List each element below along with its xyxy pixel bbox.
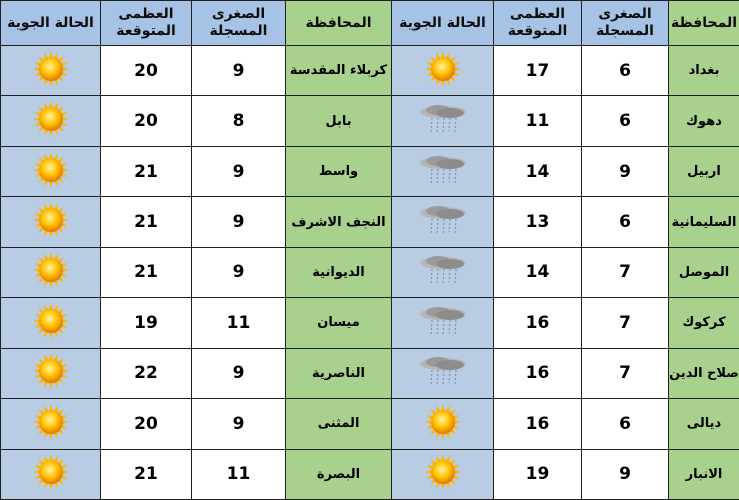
governorate-name-left: واسط [286,146,392,196]
governorate-name-left: الناصرية [286,348,392,398]
weather-cell-right [392,197,494,247]
governorate-name-right: اربيل [669,146,739,196]
max-temp-left: 19 [101,298,192,348]
max-temp-left: 20 [101,96,192,146]
governorate-name-right: ديالى [669,399,739,449]
header-governorate-right: المحافظة [669,1,739,46]
governorate-name-left: البصرة [286,449,392,500]
sun-icon [29,200,73,244]
weather-cell-right [392,348,494,398]
table-row [1,348,739,398]
max-temp-left: 21 [101,247,192,297]
sun-icon [29,49,73,93]
weather-cell-right [392,449,494,500]
max-temp-right: 16 [494,298,582,348]
governorate-name-left: كربلاء المقدسة [286,46,392,96]
min-temp-left: 11 [192,298,286,348]
table-row [1,247,739,297]
header-weather-right: الحالة الجوية [392,1,494,46]
table-row [1,146,739,196]
max-temp-right: 16 [494,399,582,449]
governorate-name-right: دهوك [669,96,739,146]
weather-cell-left [1,399,101,449]
weather-cell-right [392,399,494,449]
governorate-name-right: الانبار [669,449,739,500]
governorate-name-left: بابل [286,96,392,146]
table-row [1,46,739,96]
sun-icon [29,452,73,496]
table-row [1,449,739,500]
weather-cell-right [392,247,494,297]
weather-cell-right [392,298,494,348]
weather-cell-left [1,146,101,196]
table-row [1,197,739,247]
governorate-name-left: المثنى [286,399,392,449]
min-temp-left: 9 [192,399,286,449]
weather-cell-right [392,146,494,196]
max-temp-left: 21 [101,449,192,500]
min-temp-left: 9 [192,197,286,247]
weather-cell-right [392,96,494,146]
table-row [1,96,739,146]
header-governorate-left: المحافظة [286,1,392,46]
weather-cell-left [1,298,101,348]
governorate-name-left: النجف الاشرف [286,197,392,247]
rain-cloud-icon [418,152,468,192]
table-row [1,298,739,348]
min-temp-left: 11 [192,449,286,500]
max-temp-right: 17 [494,46,582,96]
weather-cell-left [1,247,101,297]
header-min-right: الصغرى المسجلة [582,1,669,46]
governorate-name-left: الديوانية [286,247,392,297]
max-temp-left: 21 [101,197,192,247]
rain-cloud-icon [418,252,468,292]
min-temp-right: 7 [582,348,669,398]
min-temp-right: 6 [582,197,669,247]
weather-cell-right [392,46,494,96]
sun-icon [421,402,465,446]
governorate-name-left: ميسان [286,298,392,348]
sun-icon [421,49,465,93]
sun-icon [29,301,73,345]
min-temp-right: 7 [582,298,669,348]
header-max-left: العظمى المتوقعة [101,1,192,46]
sun-icon [29,150,73,194]
governorate-name-right: كركوك [669,298,739,348]
sun-icon [29,351,73,395]
sun-icon [29,99,73,143]
sun-icon [421,452,465,496]
min-temp-left: 9 [192,247,286,297]
min-temp-right: 6 [582,399,669,449]
weather-cell-left [1,197,101,247]
min-temp-right: 9 [582,449,669,500]
weather-cell-left [1,96,101,146]
max-temp-right: 16 [494,348,582,398]
min-temp-right: 9 [582,146,669,196]
rain-cloud-icon [418,303,468,343]
max-temp-left: 20 [101,399,192,449]
header-row [1,1,739,46]
sun-icon [29,250,73,294]
max-temp-left: 20 [101,46,192,96]
min-temp-right: 6 [582,46,669,96]
min-temp-right: 6 [582,96,669,146]
weather-cell-left [1,348,101,398]
max-temp-left: 21 [101,146,192,196]
weather-cell-left [1,46,101,96]
min-temp-left: 9 [192,146,286,196]
rain-cloud-icon [418,202,468,242]
min-temp-left: 9 [192,46,286,96]
rain-cloud-icon [418,353,468,393]
min-temp-left: 9 [192,348,286,398]
rain-cloud-icon [418,101,468,141]
sun-icon [29,402,73,446]
header-max-right: العظمى المتوقعة [494,1,582,46]
max-temp-right: 13 [494,197,582,247]
header-min-left: الصغرى المسجلة [192,1,286,46]
min-temp-right: 7 [582,247,669,297]
table-row [1,399,739,449]
weather-cell-left [1,449,101,500]
table-body [1,46,739,500]
max-temp-right: 14 [494,247,582,297]
governorate-name-right: بغداد [669,46,739,96]
header-weather-left: الحالة الجوية [1,1,101,46]
max-temp-right: 14 [494,146,582,196]
max-temp-left: 22 [101,348,192,398]
max-temp-right: 19 [494,449,582,500]
governorate-name-right: الموصل [669,247,739,297]
max-temp-right: 11 [494,96,582,146]
governorate-name-right: صلاح الدين [669,348,739,398]
min-temp-left: 8 [192,96,286,146]
governorate-name-right: السليمانية [669,197,739,247]
